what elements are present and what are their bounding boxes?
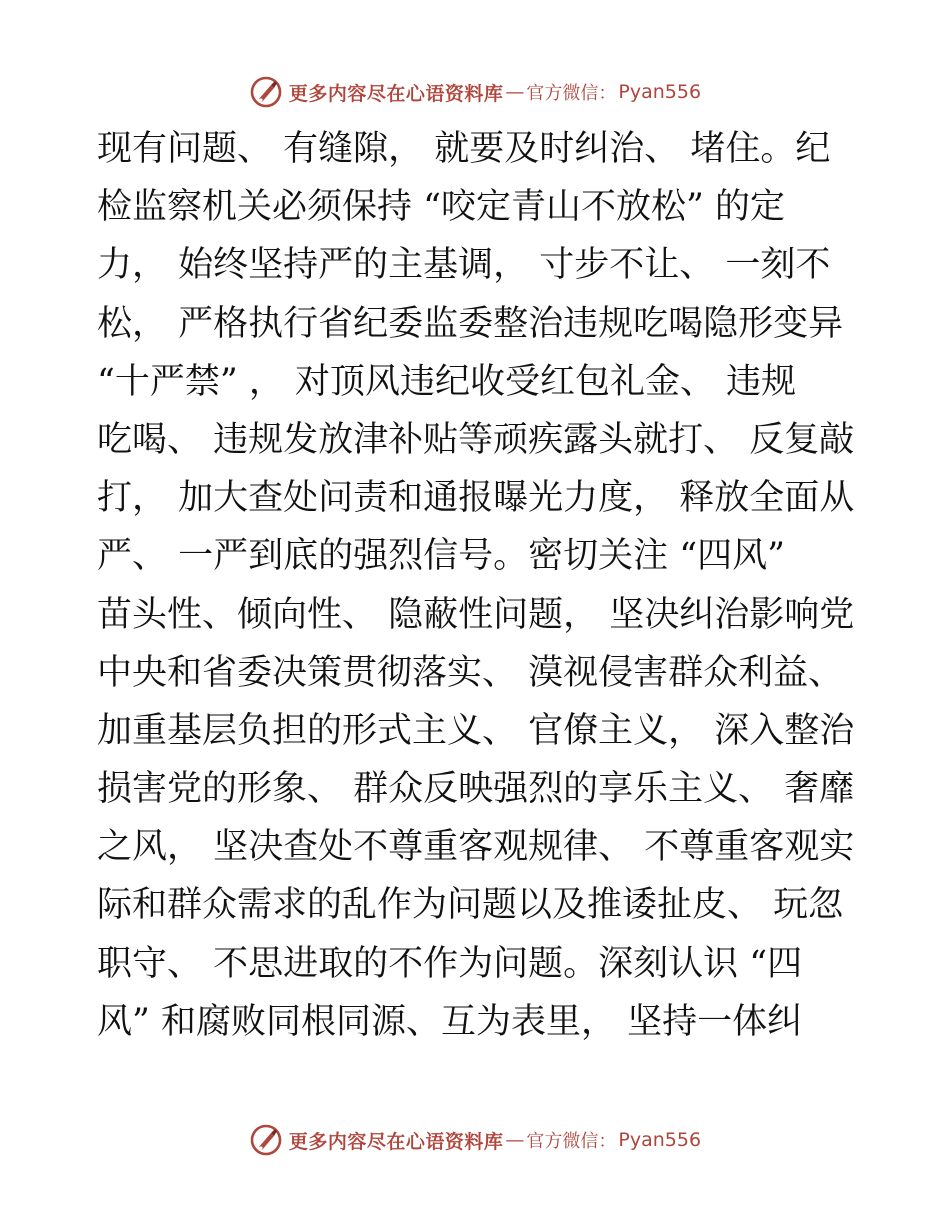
banner-wechat-handle: Pyan556 bbox=[618, 1129, 702, 1151]
body-line: 中央和省委决策贯彻落实、 漠视侵害群众利益、 bbox=[97, 652, 844, 693]
body-line: 损害党的形象、 群众反映强烈的享乐主义、 奢靡 bbox=[97, 769, 855, 810]
body-line: 苗头性、倾向性、 隐蔽性问题， 坚决纠治影响党 bbox=[97, 594, 855, 635]
banner-wechat-label: 官方微信： bbox=[526, 83, 617, 104]
body-line: 际和群众需求的乱作为问题以及推诿扯皮、 玩忽 bbox=[97, 885, 844, 926]
body-line: 检监察机关必须保持 “咬定青山不放松” 的定 bbox=[97, 187, 786, 228]
body-line: 严、 一严到底的强烈信号。密切关注 “四风” bbox=[97, 536, 786, 577]
body-line: 松， 严格执行省纪委监委整治违规吃喝隐形变异 bbox=[97, 303, 844, 344]
body-line: 力， 始终坚持严的主基调， 寸步不让、 一刻不 bbox=[97, 245, 831, 286]
body-line: 风” 和腐败同根同源、互为表里， 坚持一体纠 bbox=[97, 1001, 803, 1042]
body-line: 现有问题、 有缝隙， 就要及时纠治、 堵住。纪 bbox=[97, 129, 831, 169]
body-line: 吃喝、 违规发放津补贴等顽疾露头就打、 反复敲 bbox=[97, 419, 855, 460]
banner-dash: — bbox=[505, 1129, 525, 1151]
banner-brand-text: 更多内容尽在心语资料库 bbox=[288, 82, 504, 105]
footer-banner bbox=[0, 1120, 950, 1160]
body-line: 加重基层负担的形式主义、 官僚主义， 深入整治 bbox=[97, 710, 855, 751]
fountain-pen-logo-icon bbox=[249, 75, 283, 109]
header-banner bbox=[0, 72, 950, 112]
body-line: 打， 加大查处问责和通报曝光力度， 释放全面从 bbox=[97, 478, 855, 519]
banner-wechat-handle: Pyan556 bbox=[618, 81, 702, 103]
body-line: 职守、 不思进取的不作为问题。深刻认识 “四 bbox=[97, 943, 803, 984]
body-line: 之风， 坚决查处不尊重客观规律、 不尊重客观实 bbox=[97, 827, 855, 868]
body-paragraph bbox=[97, 120, 857, 1051]
banner-wechat-label: 官方微信： bbox=[526, 1131, 617, 1152]
body-line: “十严禁” ， 对顶风违纪收受红包礼金、 违规 bbox=[97, 361, 797, 402]
fountain-pen-logo-icon bbox=[249, 1123, 283, 1157]
banner-dash: — bbox=[505, 81, 525, 103]
banner-brand-text: 更多内容尽在心语资料库 bbox=[288, 1130, 504, 1153]
